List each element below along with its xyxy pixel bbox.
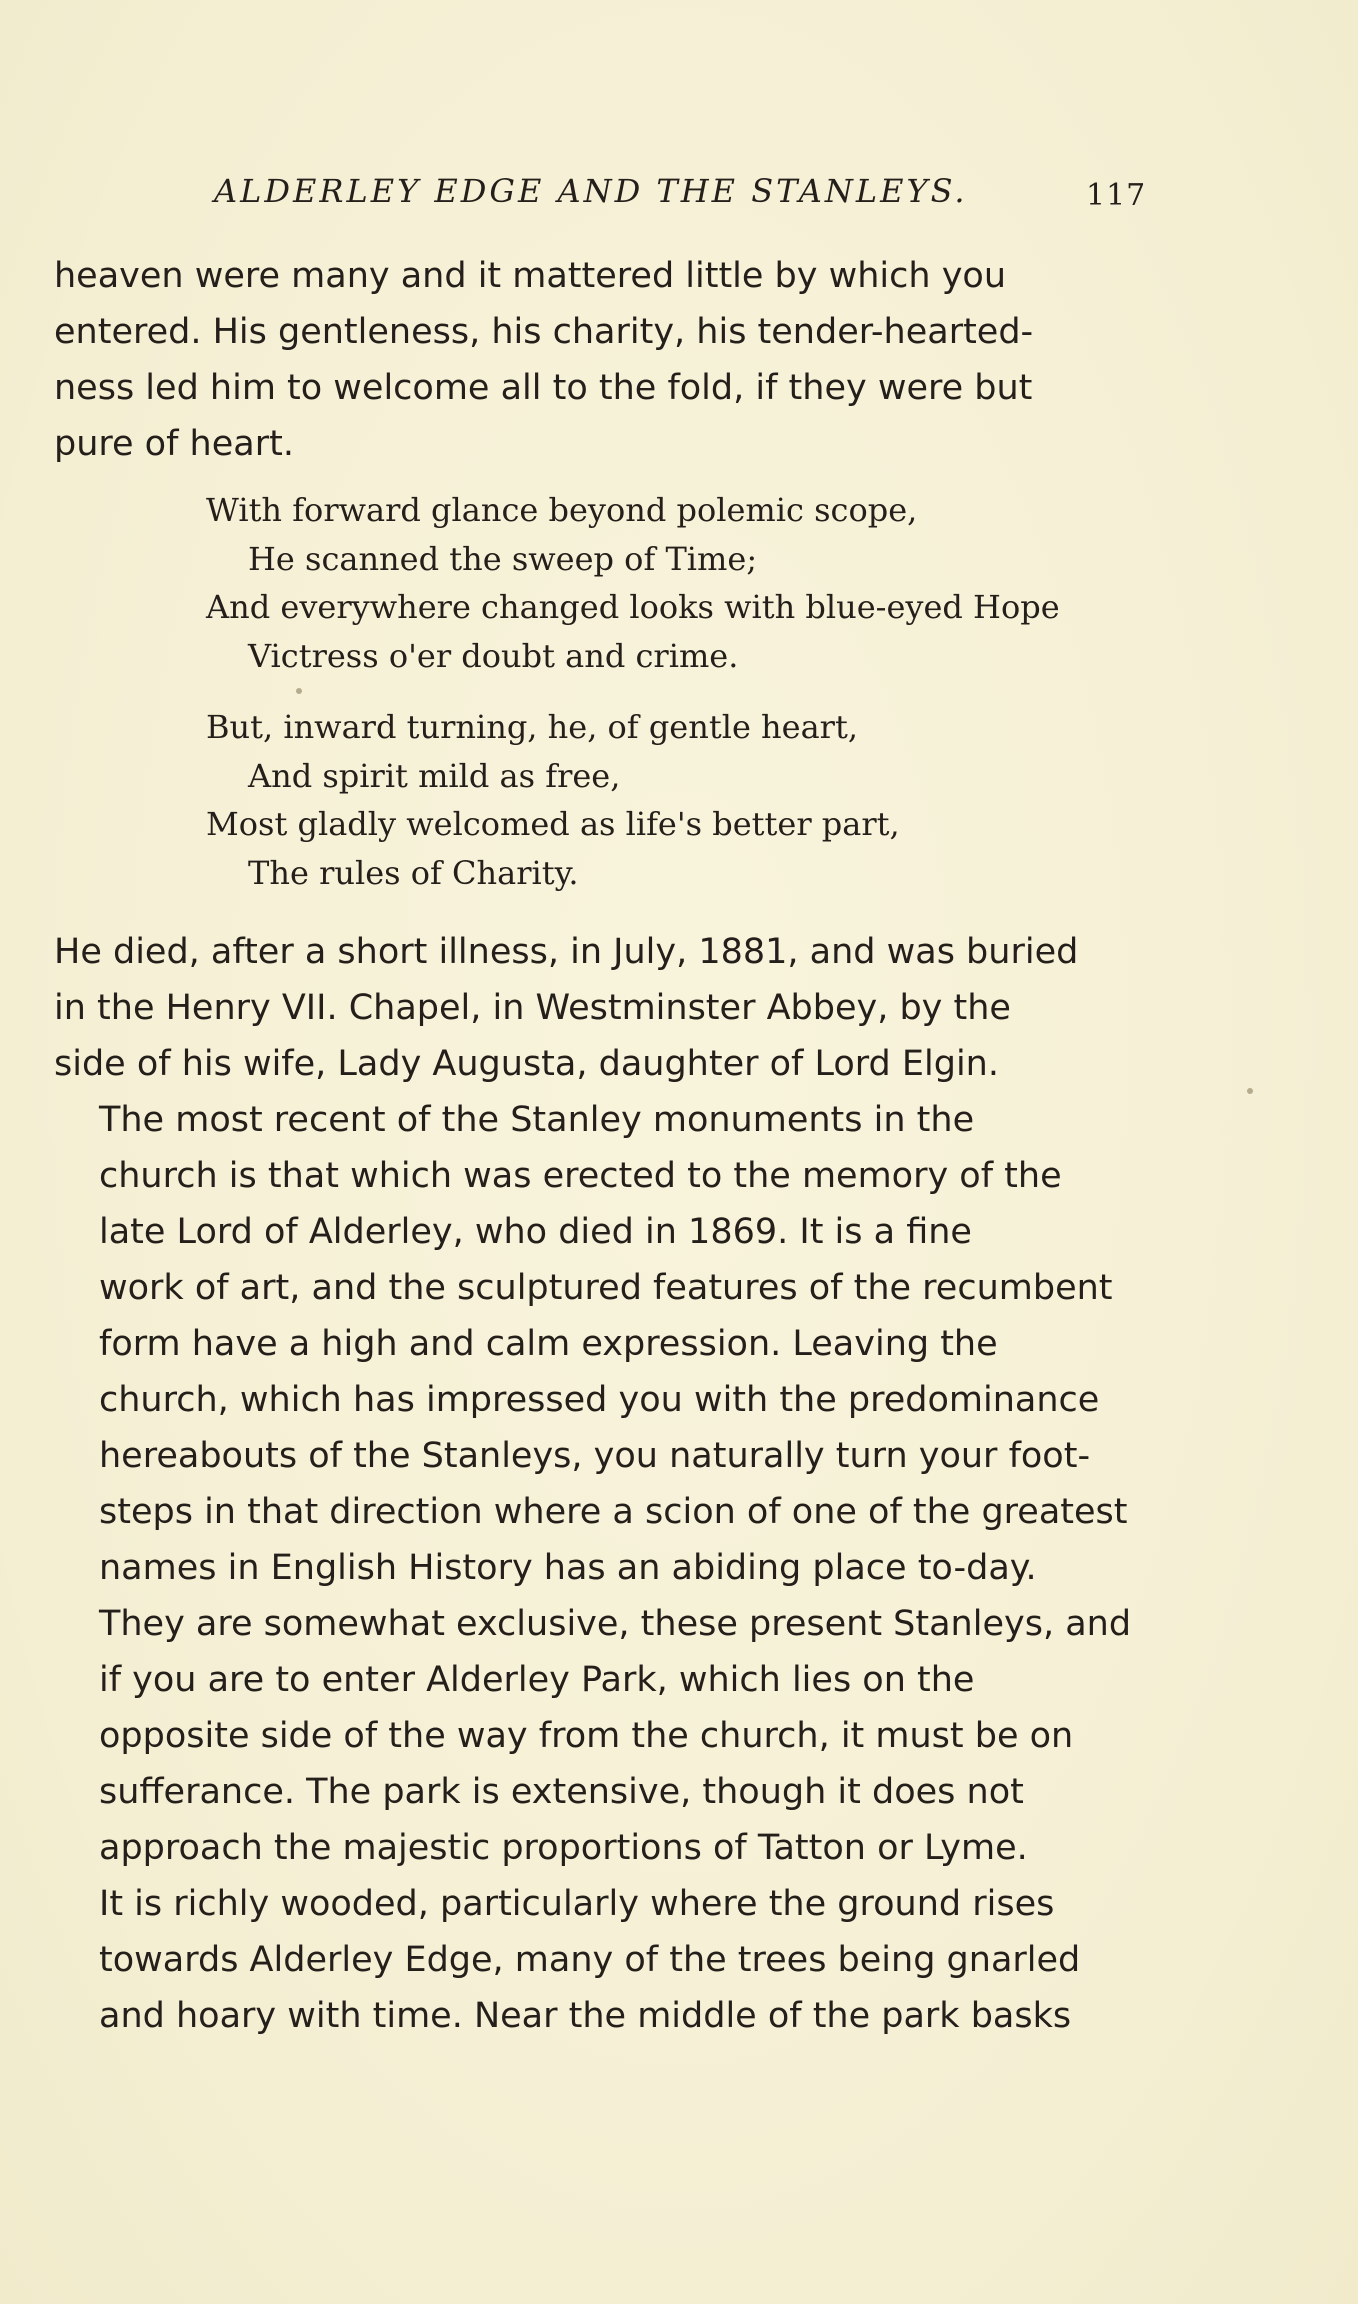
text-line: work of art, and the sculptured features of the recumbent: [99, 1268, 1113, 1308]
poem-stanza-1: [206, 486, 1166, 680]
poem-line: With forward glance beyond polemic scope,: [206, 491, 918, 529]
text-line: form have a high and calm expression. Leaving the: [99, 1324, 998, 1364]
text-line: towards Alderley Edge, many of the trees being gnarled: [99, 1940, 1081, 1980]
text-line: sufferance. The park is extensive, though it does not: [99, 1772, 1024, 1812]
text-line: hereabouts of the Stanleys, you naturally turn your foot-: [99, 1436, 1091, 1476]
paper-speck: [1247, 1088, 1253, 1094]
poem: [206, 486, 1166, 920]
poem-line: He scanned the sweep of Time;: [248, 539, 758, 578]
text-line: side of his wife, Lady Augusta, daughter of Lord Elgin.: [54, 1044, 999, 1084]
text-line: in the Henry VII. Chapel, in Westminster Abbey, by the: [54, 988, 1011, 1028]
text-line: The most recent of the Stanley monuments in the: [99, 1100, 975, 1140]
paper-speck: [296, 688, 302, 694]
poem-line: Most gladly welcomed as life's better part,: [206, 805, 900, 843]
text-line: and hoary with time. Near the middle of the park basks: [99, 1996, 1072, 2036]
poem-line: The rules of Charity.: [248, 853, 579, 892]
poem-line: And everywhere changed looks with blue-eyed Hope: [206, 588, 1060, 626]
text-line: entered. His gentleness, his charity, his tender-hearted-: [54, 312, 1034, 352]
text-line: ness led him to welcome all to the fold, if they were but: [54, 368, 1033, 408]
text-line: He died, after a short illness, in July, 1881, and was buried: [54, 932, 1079, 972]
page-header: [0, 172, 1358, 222]
poem-line: And spirit mild as free,: [248, 756, 621, 795]
text-line: church, which has impressed you with the predominance: [99, 1380, 1100, 1420]
text-line: church is that which was erected to the memory of the: [99, 1156, 1062, 1196]
running-title: ALDERLEY EDGE AND THE STANLEYS.: [214, 172, 968, 210]
text-line: late Lord of Alderley, who died in 1869. It is a fine: [99, 1212, 972, 1252]
paragraph-2: [54, 924, 1144, 1092]
poem-line: But, inward turning, he, of gentle heart,: [206, 708, 858, 746]
text-line: approach the majestic proportions of Tatton or Lyme.: [99, 1828, 1028, 1868]
text-line: opposite side of the way from the church, it must be on: [99, 1716, 1074, 1756]
text-line: if you are to enter Alderley Park, which lies on the: [99, 1660, 975, 1700]
text-line: pure of heart.: [54, 424, 294, 464]
poem-stanza-2: [206, 703, 1166, 897]
text-line: heaven were many and it mattered little by which you: [54, 256, 1007, 296]
paragraph-1: [54, 248, 1144, 472]
paragraph-3: [54, 1092, 1144, 2044]
text-line: They are somewhat exclusive, these present Stanleys, and: [99, 1604, 1132, 1644]
poem-line: Victress o'er doubt and crime.: [248, 636, 739, 675]
page-number: 117: [1086, 178, 1147, 213]
text-line: steps in that direction where a scion of one of the greatest: [99, 1492, 1128, 1532]
text-line: It is richly wooded, particularly where the ground rises: [99, 1884, 1055, 1924]
text-line: names in English History has an abiding place to-day.: [99, 1548, 1037, 1588]
